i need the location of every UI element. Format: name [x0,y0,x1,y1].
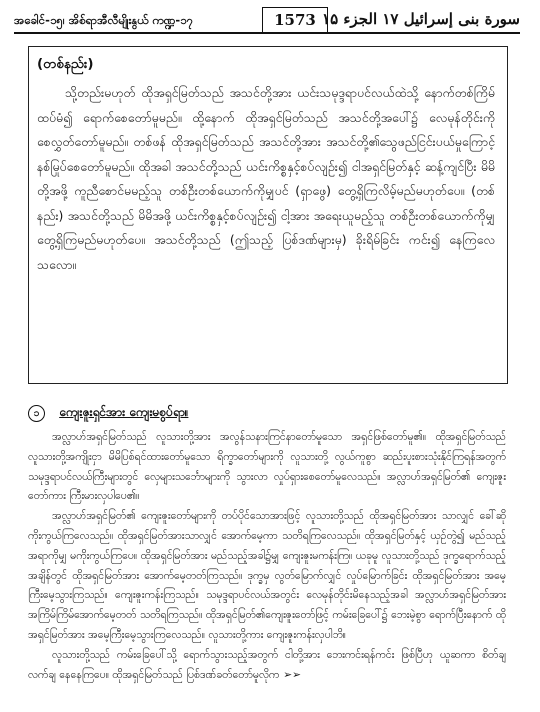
page-number: 1573 [262,7,328,33]
section-heading [28,404,506,422]
surah-heading-burmese: အခေါင်-၁၅၊ အိစ်ရာအီလီမျိုးနွယ် ကဏ္ဍ-၁၇ [14,13,194,27]
body-paragraph: အလ္လာဟ်အရှင်မြတ်၏ ကျေးဇူးတော်များကို တပ်ပိုင်သောအားဖြင့် လူသားတို့သည် ထိုအရှင်မြတ်အား သာလျှင် ခေါ်ဆိုကိုးကွယ်ကြလေသည်။ ထိုအရှင်မြတ်အားသာလျှင် အောက်မေ့ကာ သတိရကြလေသည်။ ထိုအရှင်မြတ်နှင့် ယှဉ်တွဲ၍ မည်သည့်အရာကိုမျှ မကိုးကွယ်ကြပေ။ ထိုအရှင်မြတ်အား မည်သည့်အခါ၌မျှ ကျေးဇူးမကန်းကြ။ ယခုမူ လူသားတို့သည် ဒုက္ခရောက်သည့်အချိန်တွင် ထိုအရှင်မြတ်အား အောက်မေ့တတ်ကြသည်။ ဒုက္ခမှ လွတ်မြောက်လျှင် လှုပ်မြောက်ခြင်း ထိုအရှင်မြတ်အား အမေ့ကြီးမေ့သွားကြသည်။ ကျေးဇူးကန်းကြသည်။ သမုဒ္ဒရာပင်လယ်အတွင်း လေမုန်တိုင်းမိနေသည့်အခါ အလ္လာဟ်အရှင်မြတ်အား အကြိမ်ကြိမ်အောက်မေ့တတ် သတိရကြသည်။ ထိုအရှင်မြတ်၏ကျေးဇူးတော်ဖြင့် ကမ်းခြေပေါ်၌ ဘေးမဲ့စွာ ရောက်ပြီးနောက် ထိုအရှင်မြတ်အား အမေ့ကြီးမေ့သွားကြလေသည်။ လူသားတို့ကား ကျေးဇူးကန်းလှပါဘိ။ [28,510,506,641]
body-paragraph [28,646,506,686]
tafsir-box [28,46,508,384]
header-divider [14,32,520,34]
body-paragraph: အလ္လာဟ်အရှင်မြတ်သည် လူသားတို့အား အလွန်သနားကြင်နာတော်မူသော အရှင်ဖြစ်တော်မူ၏။ ထိုအရှင်မြတ်သည် လူသားတို့အကျိုးငှာ မိမိပြစ်ရင်ထားတော်မူသော ရိက္ခာတော်များကို လူသားတို့ လွယ်ကူစွာ ဆည်းပူးစားသုံးနိုင်ကြရန်အတွက် သမုဒ္ဒရာပင်လယ်ကြီးများတွင် လှေများသင်္ဘောများကို သွားလာ လှုပ်ရှားစေတော်မူလေသည်။ အလ္လာဟ်အရှင်မြတ်၏ ကျေးဇူးတော်ကား ကြီးမားလှပါပေ၏။ [28,431,506,503]
tafsir-box-title: (တစ်နည်း) [37,56,94,72]
body-paragraph-text: လူသားတို့သည် ကမ်းခြေပေါ်သို့ ရောက်သွားသည့်အတွက် ငါတို့အား ဘေးကင်းရန်ကင်း ဖြစ်ပြီဟု ယူဆကာ စိတ်ချလက်ချ နေနေကြပေ။ ထိုအရှင်မြတ်သည် ပြစ်ဒဏ်ခတ်တော်မူလိုက [28,648,506,681]
section-body [28,428,506,685]
page-header [14,7,520,33]
section-title: ကျေးဇူးရှင်အား ကျေးမစွပ်ရာ။ [59,405,189,419]
continue-arrow-icon: ➢➢ [283,668,302,681]
tafsir-paragraph: သို့တည်းမဟုတ် ထိုအရှင်မြတ်သည် အသင်တို့အား ယင်းသမုဒ္ဒရာပင်လယ်ထဲသို့ နောက်တစ်ကြိမ် ထပ်မံ၍ ရောက်စေတော်မူမည်။ ထို့နောက် ထိုအရှင်မြတ်သည် အသင်တို့အပေါ်၌ လေမုန်တိုင်းကို စေလွှတ်တော်မူမည်။ တစ်ဖန် ထိုအရှင်မြတ်သည် အသင်တို့အား အသင်တို့၏သွေဖည်ငြင်းပယ်မှုကြောင့် နစ်မြုပ်စေတော်မူမည်။ ထိုအခါ အသင်တို့သည် ယင်းကိစ္စနှင့်စပ်လျဉ်း၍ ငါအရှင်မြတ်နှင့် ဆန့်ကျင်ပြီး မိမိတို့အဖို့ ကူညီစောင်မမည့်သူ တစ်ဦးတစ်ယောက်ကိုမျှပင် (ရှာဖွေ) တွေ့ရှိကြလိမ့်မည်မဟုတ်ပေ။ (တစ်နည်း) အသင်တို့သည် မိမိအဖို့ ယင်းကိစ္စနှင့်စပ်လျဉ်း၍ ငါ့အား အရေးယူမည့်သူ တစ်ဦးတစ်ယောက်ကိုမျှ တွေ့ရှိကြမည်မဟုတ်ပေ။ အသင်တို့သည် (ဤသည့် ပြစ်ဒဏ်များမှ) ခိုးရိမ်ခြင်း ကင်း၍ နေကြလေသလော။ [37,85,495,272]
surah-heading-arabic: سورة بنی إسرائیل ۱۷ الجزء ۱۵ [322,10,520,28]
section-number-badge: ၁ [28,405,45,422]
tafsir-box-body [37,81,495,277]
